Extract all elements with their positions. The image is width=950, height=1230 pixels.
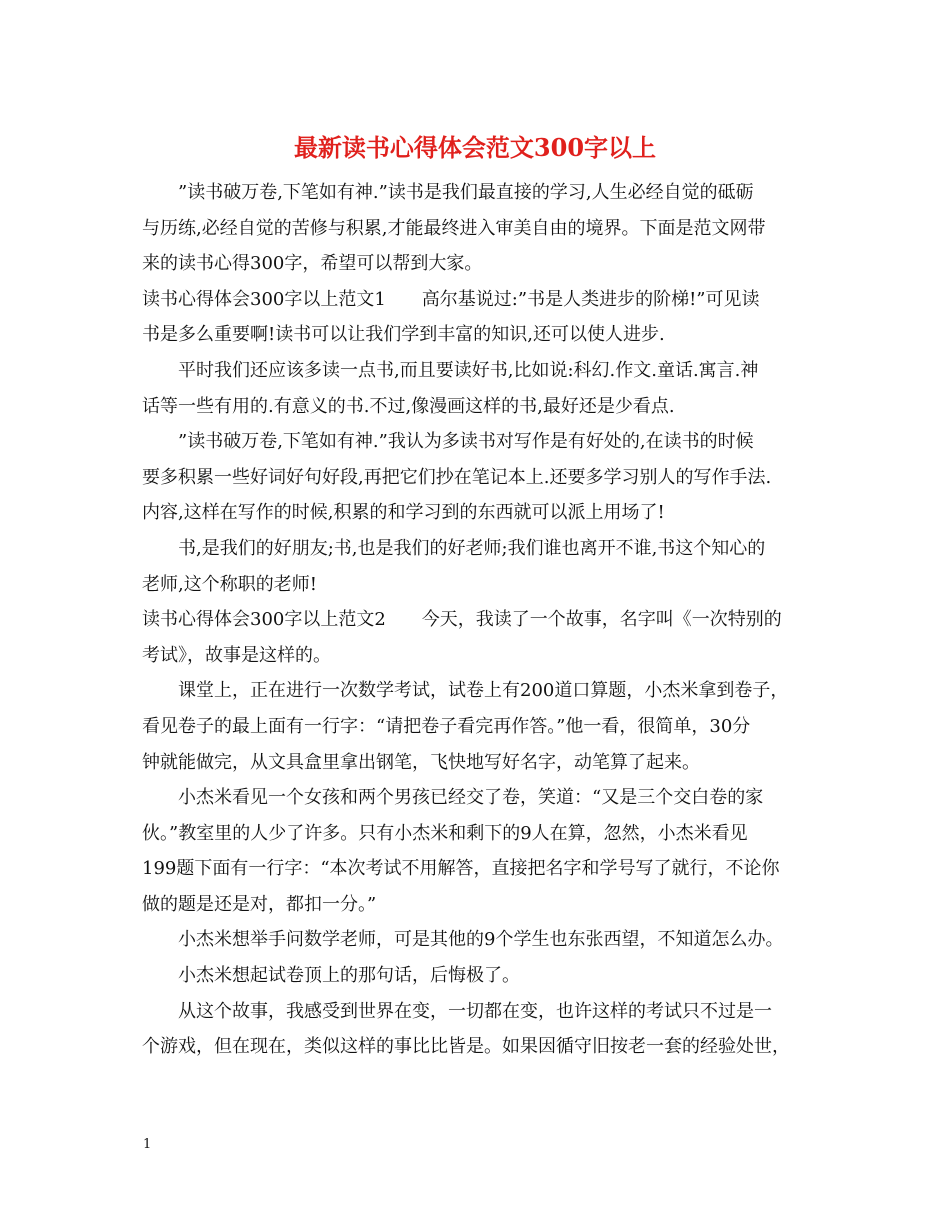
text-line: ”读书破万卷,下笔如有神.”读书是我们最直接的学习,人生必经自觉的砥砺 bbox=[178, 182, 754, 203]
text-line: 来的读书心得300字，希望可以帮到大家。 bbox=[142, 253, 483, 275]
text-line: 看见卷子的最上面有一行字：“请把卷子看完再作答。”他一看，很简单，30分 bbox=[142, 715, 751, 737]
page-number: 1 bbox=[143, 1137, 152, 1152]
text-line: 内容,这样在写作的时候,积累的和学习到的东西就可以派上用场了! bbox=[142, 502, 665, 524]
text-line: 做的题是还是对，都扣一分。” bbox=[142, 893, 377, 915]
text-line: 从这个故事，我感受到世界在变，一切都在变，也许这样的考试只不过是一 bbox=[178, 1000, 772, 1022]
text-line: 书,是我们的好朋友;书,也是我们的好老师;我们谁也离开不谁,书这个知心的 bbox=[178, 537, 766, 559]
text-line: 与历练,必经自觉的苦修与积累,才能最终进入审美自由的境界。下面是范文网带 bbox=[142, 217, 766, 239]
text-line: 话等一些有用的.有意义的书.不过,像漫画这样的书,最好还是少看点. bbox=[142, 395, 675, 417]
text-line: 个游戏，但在现在，类似这样的事比比皆是。如果因循守旧按老一套的经验处世， bbox=[142, 1036, 790, 1058]
text-line: 小杰米想起试卷顶上的那句话，后悔极了。 bbox=[178, 965, 520, 987]
text-line: 书是多么重要啊!读书可以让我们学到丰富的知识,还可以使人进步. bbox=[142, 324, 665, 346]
text-line: 老师,这个称职的老师! bbox=[142, 573, 317, 595]
text-line: 小杰米看见一个女孩和两个男孩已经交了卷，笑道：“又是三个交白卷的家 bbox=[178, 787, 764, 809]
text-line: 考试》，故事是这样的。 bbox=[142, 644, 331, 666]
text-line: ”读书破万卷,下笔如有神.”我认为多读书对写作是有好处的,在读书的时候 bbox=[178, 431, 754, 453]
text-line: 钟就能做完，从文具盒里拿出钢笔，飞快地写好名字，动笔算了起来。 bbox=[142, 751, 700, 773]
document-title: 最新读书心得体会范文300字以上 bbox=[293, 133, 657, 162]
document-body bbox=[142, 175, 822, 1065]
text-line: 读书心得体会300字以上范文2 今天，我读了一个故事，名字叫《一次特别的 bbox=[142, 609, 782, 631]
text-line: 平时我们还应该多读一点书,而且要读好书,比如说:科幻.作文.童话.寓言.神 bbox=[178, 359, 759, 381]
text-line: 读书心得体会300字以上范文1 高尔基说过:”书是人类进步的阶梯!”可见读 bbox=[142, 288, 760, 310]
text-line: 要多积累一些好词好句好段,再把它们抄在笔记本上.还要多学习别人的写作手法. bbox=[142, 466, 772, 488]
text-line: 小杰米想举手问数学老师，可是其他的9个学生也东张西望，不知道怎么办。 bbox=[178, 929, 784, 951]
text-line: 199题下面有一行字：“本次考试不用解答，直接把名字和学号写了就行，不论你 bbox=[142, 858, 780, 880]
text-line: 课堂上，正在进行一次数学考试，试卷上有200道口算题，小杰米拿到卷子， bbox=[178, 680, 789, 702]
text-line: 伙。”教室里的人少了许多。只有小杰米和剩下的9人在算，忽然，小杰米看见 bbox=[142, 822, 748, 844]
